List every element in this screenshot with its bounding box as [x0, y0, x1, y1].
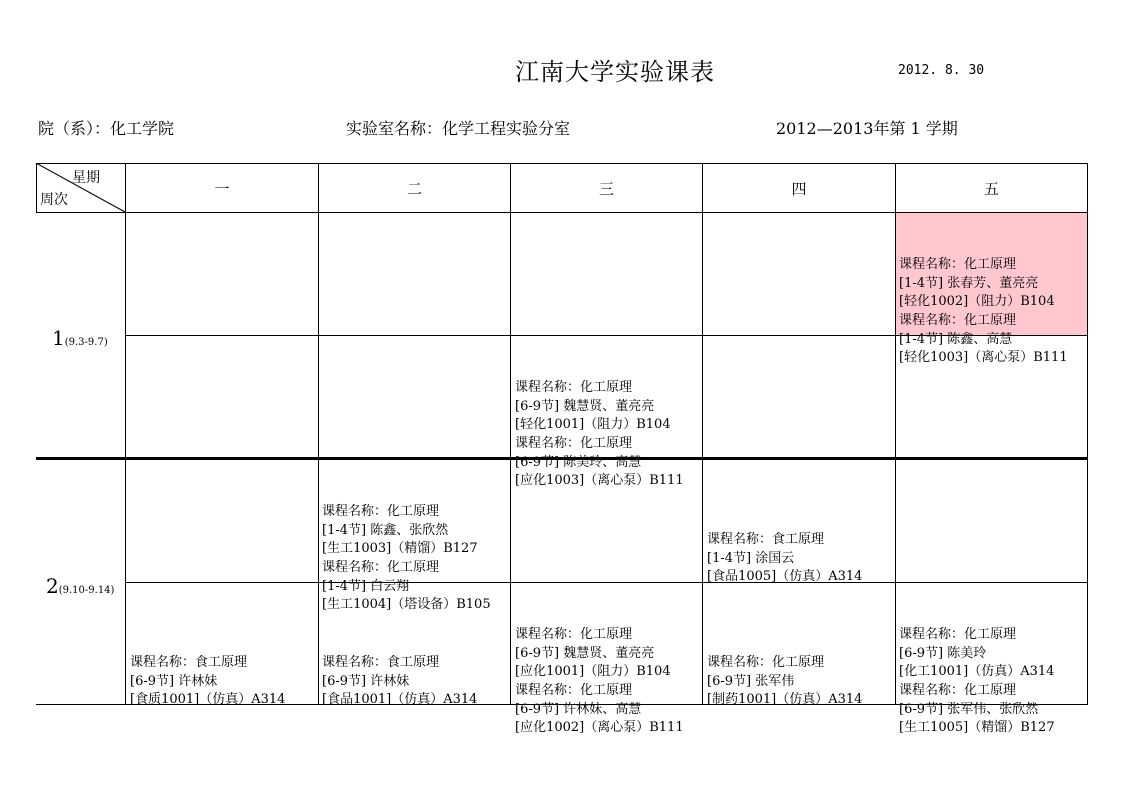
lab-name-label: 实验室名称：化学工程实验分室 [346, 119, 571, 138]
cell-week2-pm-tue [322, 617, 477, 729]
week-2-label [46, 574, 114, 598]
cell-text-line: [1-4节] 陈鑫、高慧 [899, 331, 1013, 347]
cell-week2-pm-mon [130, 617, 285, 729]
cell-text-line: 课程名称：化工原理 [515, 627, 633, 643]
cell-text-line: [化工1001]（仿真）A314 [899, 664, 1055, 680]
cell-text-line: 课程名称：化工原理 [515, 435, 633, 451]
cell-text-line: [食质1001]（仿真）A314 [130, 692, 286, 708]
cell-text-line: [轻化1003]（离心泵）B111 [899, 350, 1068, 366]
cell-text-line: 课程名称：食工原理 [322, 655, 440, 671]
cell-text-line: 课程名称：化工原理 [899, 257, 1017, 273]
term-label: 2012—2013年第 1 学期 [776, 119, 958, 138]
cell-text-line: [6-9节] 张军伟、张欣然 [899, 701, 1039, 717]
cell-text-line: [6-9节] 陈美玲 [899, 645, 987, 661]
day-header-thu: 四 [791, 180, 807, 198]
cell-week2-pm-thu [707, 617, 862, 729]
cell-text-line: [1-4节] 涂国云 [707, 550, 795, 566]
day-header-tue: 二 [406, 180, 422, 198]
day-header-wed: 三 [598, 180, 614, 198]
cell-text-line: [制药1001]（仿真）A314 [707, 692, 863, 708]
cell-text-line: [轻化1001]（阻力）B104 [515, 417, 671, 433]
cell-text-line: 课程名称：食工原理 [130, 655, 248, 671]
cell-text-line: [生工1004]（塔设备）B105 [322, 597, 491, 613]
cell-text-line: 课程名称：化工原理 [707, 655, 825, 671]
cell-text-line: [食品1005]（仿真）A314 [707, 569, 863, 585]
cell-text-line: [6-9节] 许林妹、高慧 [515, 701, 642, 717]
department-label: 院（系）：化工学院 [38, 119, 175, 138]
cell-text-line: [1-4节] 白云翔 [322, 578, 410, 594]
cell-text-line: [生工1005]（精馏）B127 [899, 720, 1055, 736]
week-1-label [52, 326, 108, 350]
day-header-mon: 一 [214, 180, 230, 198]
cell-text-line: 课程名称：食工原理 [707, 532, 825, 548]
cell-week1-am-fri [899, 219, 1068, 386]
cell-text-line: [6-9节] 魏慧贤、董亮亮 [515, 398, 655, 414]
cell-text-line: [应化1003]（离心泵）B111 [515, 473, 684, 489]
cell-text-line: [应化1002]（离心泵）B111 [515, 720, 684, 736]
cell-text-line: 课程名称：化工原理 [322, 504, 440, 520]
cell-text-line: [食品1001]（仿真）A314 [322, 692, 478, 708]
week-range: (9.3-9.7) [64, 337, 108, 348]
cell-week2-am-thu [707, 494, 862, 606]
cell-text-line: [6-9节] 许林妹 [322, 673, 410, 689]
cell-text-line: [轻化1002]（阻力）B104 [899, 294, 1055, 310]
corner-week-label: 周次 [40, 192, 68, 208]
cell-text-line: 课程名称：化工原理 [899, 682, 1017, 698]
cell-week1-pm-wed [515, 342, 684, 509]
cell-text-line: 课程名称：化工原理 [515, 682, 633, 698]
page-title: 江南大学实验课表 [515, 58, 715, 86]
cell-week2-pm-fri [899, 589, 1055, 756]
cell-text-line: [1-4节] 张春芳、董亮亮 [899, 275, 1039, 291]
day-header-fri: 五 [983, 180, 999, 198]
cell-text-line: 课程名称：化工原理 [899, 312, 1017, 328]
cell-text-line: 课程名称：化工原理 [899, 627, 1017, 643]
cell-week2-am-tue [322, 466, 491, 633]
cell-text-line: [6-9节] 许林妹 [130, 673, 218, 689]
cell-text-line: [6-9节] 陈美玲、高慧 [515, 454, 642, 470]
week-number: 1 [52, 326, 65, 350]
corner-day-label: 星期 [72, 170, 100, 186]
cell-text-line: [6-9节] 魏慧贤、董亮亮 [515, 645, 655, 661]
cell-text-line: [1-4节] 陈鑫、张欣然 [322, 522, 449, 538]
cell-text-line: [生工1003]（精馏）B127 [322, 541, 478, 557]
week-number: 2 [46, 574, 59, 598]
cell-week2-pm-wed [515, 589, 684, 756]
cell-text-line: [6-9节] 张军伟 [707, 673, 795, 689]
cell-text-line: 课程名称：化工原理 [322, 559, 440, 575]
week-range: (9.10-9.14) [58, 585, 115, 596]
cell-text-line: [应化1001]（阻力）B104 [515, 664, 671, 680]
print-date: 2012. 8. 30 [898, 63, 985, 78]
cell-text-line: 课程名称：化工原理 [515, 380, 633, 396]
